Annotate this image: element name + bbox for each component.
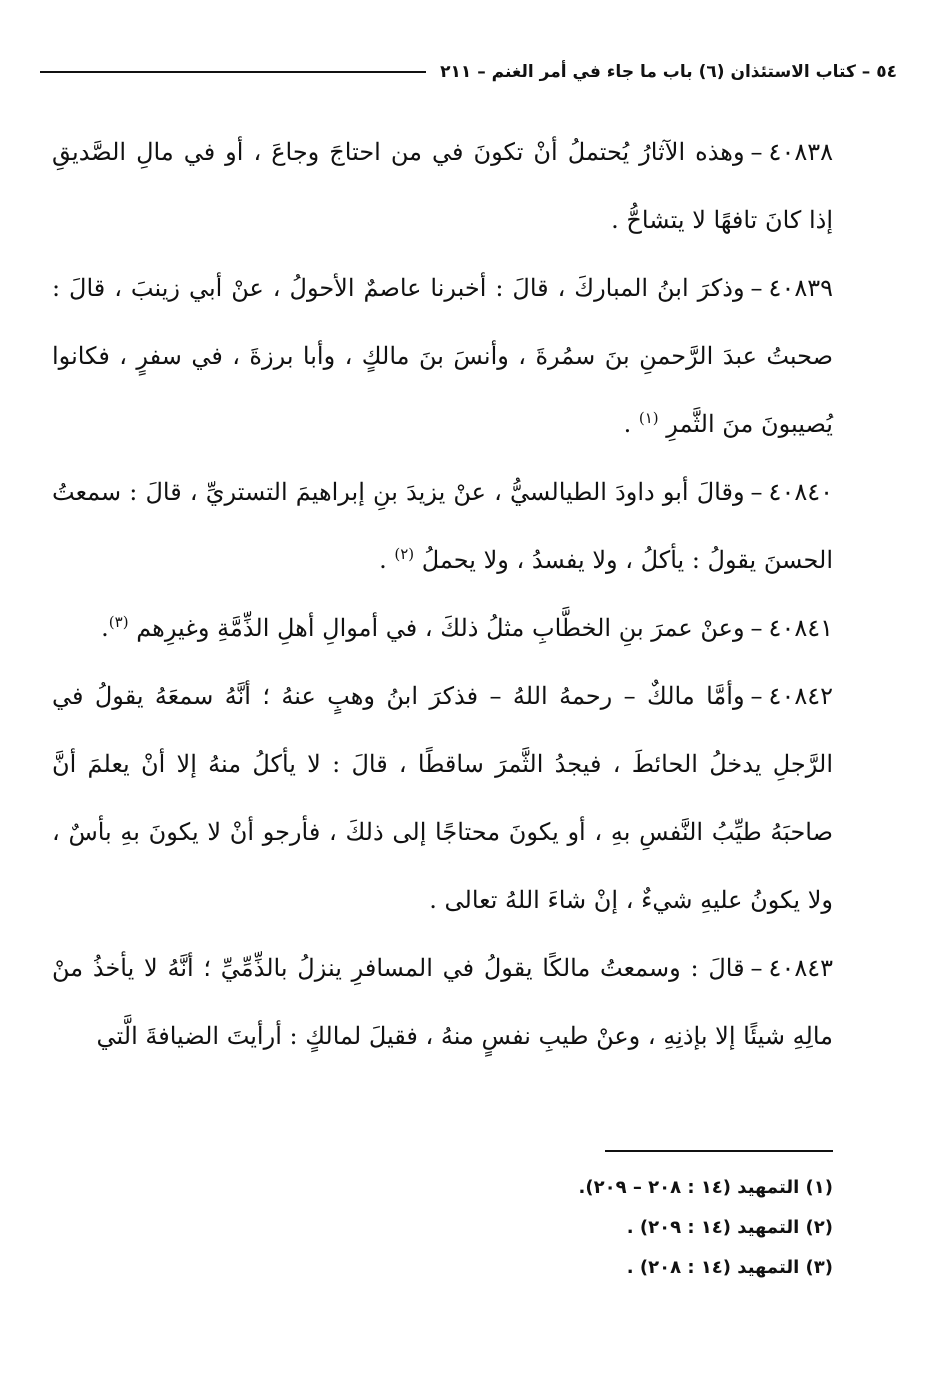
paragraph-dash: – (750, 954, 763, 982)
footnote-marker[interactable]: (٢) (394, 545, 415, 563)
footnote-marker[interactable]: (٣) (108, 613, 129, 631)
footnote-marker[interactable]: (١) (638, 409, 659, 427)
paragraph-40843 (52, 934, 833, 1070)
paragraph-tail: . (101, 614, 109, 642)
paragraph-text: وهذه الآثارُ يُحتملُ أنْ تكونَ في من احتاجَ وجاعَ ، أو في مالِ الصَّديقِ إذا كانَ تافهًا لا يتشاحُّ . (52, 138, 833, 234)
paragraph-text: وذكرَ ابنُ المباركَ ، قالَ : أخبرنا عاصمٌ الأحولُ ، عنْ أبي زينبَ ، قالَ : صحبتُ عبدَ الرَّحمنِ بنَ سمُرةَ ، وأنسَ بنَ مالكٍ ، وأبا برزةَ ، في سفرٍ ، فكانوا يُصيبونَ منَ الثَّمرِ (52, 274, 833, 438)
paragraph-tail: . (623, 410, 639, 438)
footnote-1: (١) التمهيد (١٤ : ٢٠٨ – ٢٠٩). (578, 1177, 833, 1198)
paragraph-number: ٤٠٨٣٩ (768, 274, 833, 302)
paragraph-text: وأمَّا مالكٌ – رحمهُ اللهُ – فذكرَ ابنُ وهبٍ عنهُ ؛ أنَّهُ سمعَهُ يقولُ في الرَّجلِ يدخلُ الحائطَ ، فيجدُ الثَّمرَ ساقطًا ، قالَ : لا يأكلُ منهُ إلا أنْ يعلمَ أنَّ صاحبَهُ طيِّبُ النَّفسِ بهِ ، أو يكونَ محتاجًا إلى ذلكَ ، فأرجو أنْ لا يكونَ بهِ بأسٌ ، ولا يكونُ عليهِ شيءٌ ، إنْ شاءَ اللهُ تعالى . (52, 682, 833, 914)
footnote-2: (٢) التمهيد (١٤ : ٢٠٩) . (626, 1217, 833, 1238)
paragraph-40840 (52, 458, 833, 594)
paragraph-40841 (52, 594, 833, 662)
paragraph-number: ٤٠٨٤٠ (768, 478, 833, 506)
footnote-3: (٣) التمهيد (١٤ : ٢٠٨) . (626, 1257, 833, 1278)
paragraph-number: ٤٠٨٤٢ (768, 682, 833, 710)
footnote-separator (605, 1150, 833, 1152)
paragraph-number: ٤٠٨٣٨ (768, 138, 833, 166)
running-header (40, 52, 897, 92)
paragraph-dash: – (750, 274, 763, 302)
paragraph-dash: – (750, 478, 763, 506)
paragraph-text: قالَ : وسمعتُ مالكًا يقولُ في المسافرِ ينزلُ بالذِّمِّيِّ ؛ أنَّهُ لا يأخذُ منْ مالِهِ شيئًا إلا بإذنِهِ ، وعنْ طيبِ نفسٍ منهُ ، فقيلَ لمالكٍ : أرأيتَ الضيافةَ الَّتي (52, 954, 833, 1050)
paragraph-40839 (52, 254, 833, 458)
paragraph-40838 (52, 118, 833, 254)
paragraph-text: وقالَ أبو داودَ الطيالسيُّ ، عنْ يزيدَ بنِ إبراهيمَ التستريِّ ، قالَ : سمعتُ الحسنَ يقولُ : يأكلُ ، ولا يفسدُ ، ولا يحملُ (52, 478, 833, 574)
paragraph-number: ٤٠٨٤١ (768, 614, 833, 642)
paragraph-tail: . (379, 546, 395, 574)
paragraph-number: ٤٠٨٤٣ (768, 954, 833, 982)
paragraph-dash: – (750, 138, 763, 166)
paragraph-dash: – (750, 614, 763, 642)
footnotes (300, 1168, 833, 1288)
paragraph-dash: – (750, 682, 763, 710)
main-text (52, 118, 833, 1070)
paragraph-text: وعنْ عمرَ بنِ الخطَّابِ مثلُ ذلكَ ، في أموالِ أهلِ الذِّمَّةِ وغيرِهم (136, 614, 745, 642)
header-title: ٥٤ – كتاب الاستئذان (٦) باب ما جاء في أمر الغنم – ٢١١ (440, 62, 897, 82)
header-rule (40, 71, 426, 73)
paragraph-40842 (52, 662, 833, 934)
